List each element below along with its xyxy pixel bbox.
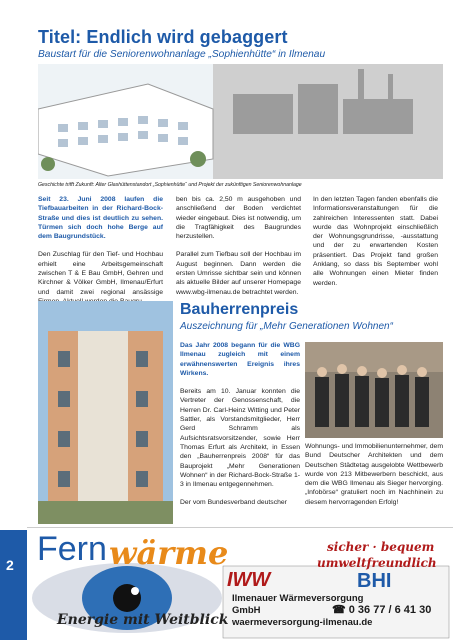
ad-company-name: Ilmenauer Wärmeversorgung [232, 593, 364, 604]
section2-column-1 [180, 341, 300, 517]
ad-slogan-line2: umweltfreundlich [317, 556, 437, 570]
bhi-logo: BHI [357, 570, 392, 592]
lead-paragraph: Seit 23. Juni 2008 laufen die Tiefbauarbeiten in der Richard-Bock-Straße und dies ist deutlich zu sehen. Türmen sich doch hohe Berge auf dem Baugrundstück. [38, 196, 163, 241]
body-paragraph: In den letzten Tagen fanden ebenfalls die Informationsveranstaltungen für die zahlreichen Interessenten statt. Dabei wurde das Wohnprojekt einschließlich der Wohnungsgrundrisse, -ausstattung und der zu erwartenden Kosten präsentiert. Das Projekt fand großen Anklang, so dass bis September wohl alle Wohnungen einen Mieter finden werden. [313, 196, 438, 287]
ad-phone: ☎ 0 36 77 / 6 41 30 [332, 604, 432, 616]
award-illustration [305, 342, 443, 438]
image-caption: Geschichte trifft Zukunft: Alter Glashüttenstandort „Sophienhütte“ und Projekt der zukünftigen Seniorenwohnanlage [38, 182, 302, 188]
iww-logo: IWW [227, 569, 271, 591]
lead-paragraph: Das Jahr 2008 begann für die WBG Ilmenau zugleich mit einem erwähnenswerten Ereignis ihres Wirkens. [180, 342, 300, 377]
ad-word-waerme: wärme [109, 534, 229, 572]
ad-tagline: Energie mit Weitblick [57, 612, 229, 628]
body-paragraph: Bereits am 10. Januar konnten die Vertreter der Genossenschaft, die Herren Dr. Carl-Heinz Witting und Peter Sattler, als Vorstandsmitglieder, Herr Gerd Schramm als Aufsichtsratsvorsitzender, sowie Herr Thomas Erfurt als Architekt, in Essen den „Bauherrenpreis 2008“ für das Bauprojekt „Mehr Generationen Wohnen“ in der Richard-Bock-Straße 1-3 in Ilmenau entgegennehmen. [180, 388, 300, 489]
column-2 [176, 195, 301, 306]
article-title: Titel: Endlich wird gebaggert [38, 27, 288, 47]
ad-word-fern: Fern [37, 530, 107, 568]
section-subtitle: Auszeichnung für „Mehr Generationen Wohnen“ [180, 321, 393, 332]
building-photo [38, 301, 173, 524]
section-title: Bauherrenpreis [180, 301, 299, 318]
column-3 [313, 195, 438, 297]
body-paragraph: Den Zuschlag für den Tief- und Hochbau erhielt eine Arbeitsgemeinschaft zwischen T & E Bau GmbH, Gehren und Kirchner & Völker GmbH, Ilmenau/Erfurt und damit zwei regional ansässige [38, 251, 163, 296]
article-subtitle: Baustart für die Seniorenwohnanlage „Sophienhütte“ in Ilmenau [38, 49, 326, 60]
page-number: 2 [6, 557, 14, 573]
body-paragraph: Wohnungs- und Immobilienunternehmer, dem Bund Deutscher Architekten und dem Deutschen Städtetag ausgelobte Wettbewerb wurde von 213 Mitbewerbern beschickt, aus dem die WBG Ilmenau als Sieger hervorging. „Infobörse“ gratuliert noch im Nachhinein zu diesem hervorragenden Erfolg! [305, 443, 443, 506]
page-number-band [0, 530, 27, 640]
column-1 [38, 195, 163, 315]
ad-company-suffix: GmbH [232, 605, 261, 616]
hero-illustration [38, 64, 443, 179]
body-paragraph: ben bis ca. 2,50 m ausgehoben und anschließend der Boden verdichtet wieder eingebaut. Dies ist notwendig, um die Tragfähigkeit des Baugrundes herzustellen. [176, 196, 301, 241]
building-illustration [38, 301, 173, 524]
body-paragraph: Der vom Bundesverband deutscher [180, 499, 287, 507]
advertisement [27, 527, 453, 641]
ad-slogan-line1: sicher · bequem [327, 540, 435, 554]
ad-website: waermeversorgung-ilmenau.de [232, 617, 373, 628]
body-paragraph: Parallel zum Tiefbau soll der Hochbau im August beginnen. Dann werden die ersten Umrisse sichtbar sein und können als aktuelle Bilder auf unserer Homepage www.wbg-ilmenau.de betrachtet werden. [176, 251, 301, 296]
section2-column-2 [305, 442, 443, 516]
hero-image [38, 64, 443, 179]
award-photo [305, 342, 443, 438]
